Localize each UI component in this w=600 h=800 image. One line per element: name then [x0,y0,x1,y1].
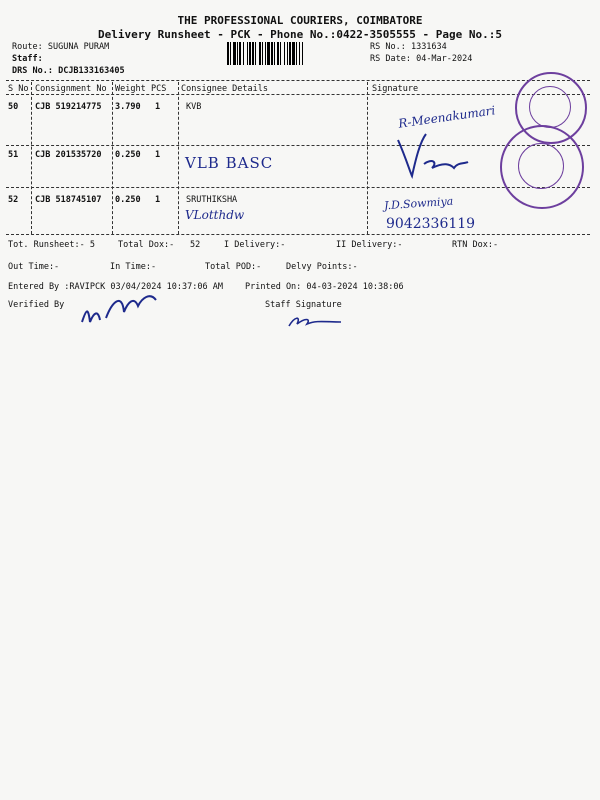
route-label: Route: [12,42,43,52]
drs-field [12,66,125,76]
barcode [227,42,355,65]
col-header-pcs: PCS [151,84,167,94]
entered-by: Entered By :RAVIPCK 03/04/2024 10:37:06 AM [8,282,223,292]
row-sno: 51 [8,150,19,160]
drs-value: DCJB133163405 [58,66,125,76]
table-header-rule [6,94,590,95]
row-consignee: SRUTHIKSHA [186,195,238,205]
printed-on: Printed On: 04-03-2024 10:38:06 [245,282,404,292]
total-dox-label: Total Dox:- [118,240,175,250]
tot-runsheet: Tot. Runsheet:- 5 [8,240,95,250]
rs-no-value: 1331634 [410,42,447,52]
row-rule [6,187,590,188]
row-pcs: 1 [155,195,161,205]
row-consignment: CJB 201535720 [35,150,102,160]
col-header-weight: Weight [115,84,146,94]
handwritten-signature-52-name: J.D.Sowmiya [383,194,454,213]
staff-label: Staff: [12,54,43,64]
rs-no-field [370,42,447,52]
col-header-signature: Signature [372,84,419,94]
handwritten-signature-50: R-Meenakumari [397,103,497,131]
handwritten-consignee-51: VLB BASC [185,154,274,172]
col-divider [31,82,32,234]
total-dox-value: 52 [190,240,201,250]
staff-signature-mark [285,310,345,332]
ii-delivery: II Delivery:- [336,240,403,250]
row-weight: 3.790 [115,102,141,112]
runsheet-subtitle: Delivery Runsheet - PCK - Phone No.:0422-3505555 - Page No.:5 [98,28,502,41]
verifier-signature [78,282,168,332]
table-bottom-rule [6,234,590,235]
i-delivery: I Delivery:- [224,240,286,250]
rs-date-label: RS Date: [370,54,411,64]
route-value: SUGUNA PURAM [47,42,110,52]
rtn-dox: RTN Dox:- [452,240,499,250]
total-pod: Total POD:- [205,262,262,272]
in-time: In Time:- [110,262,157,272]
table-top-rule [6,80,590,81]
row-weight: 0.250 [115,150,141,160]
barcode-bar [303,42,304,65]
college-stamp-lower-inner [518,143,564,189]
route-field [12,42,109,52]
handwritten-consignee-52: VLotthdw [185,208,245,222]
delvy-points: Delvy Points:- [286,262,358,272]
row-sno: 50 [8,102,19,112]
col-divider [367,82,368,234]
row-rule [6,145,590,146]
company-title: THE PROFESSIONAL COURIERS, COIMBATORE [177,14,423,27]
rs-date-field [370,54,472,64]
rs-no-label: RS No.: [370,42,406,52]
verified-by: Verified By [8,300,65,310]
college-stamp-upper-inner [529,86,571,128]
row-weight: 0.250 [115,195,141,205]
handwritten-signature-52-phone: 9042336119 [386,216,476,232]
out-time: Out Time:- [8,262,60,272]
col-divider [178,82,179,234]
row-consignee: KVB [186,102,202,112]
col-divider [112,82,113,234]
rs-date-value: 04-Mar-2024 [416,54,473,64]
col-header-consignee: Consignee Details [181,84,268,94]
handwritten-signature-51 [392,128,472,183]
row-pcs: 1 [155,150,161,160]
drs-label: DRS No.: [12,66,53,76]
row-consignment: CJB 518745107 [35,195,102,205]
row-sno: 52 [8,195,19,205]
college-stamp-lower [500,125,584,209]
staff-signature-label: Staff Signature [265,300,342,310]
col-header-sno: S No [8,84,29,94]
row-consignment: CJB 519214775 [35,102,102,112]
row-pcs: 1 [155,102,161,112]
col-header-consignment: Consignment No [35,84,107,94]
